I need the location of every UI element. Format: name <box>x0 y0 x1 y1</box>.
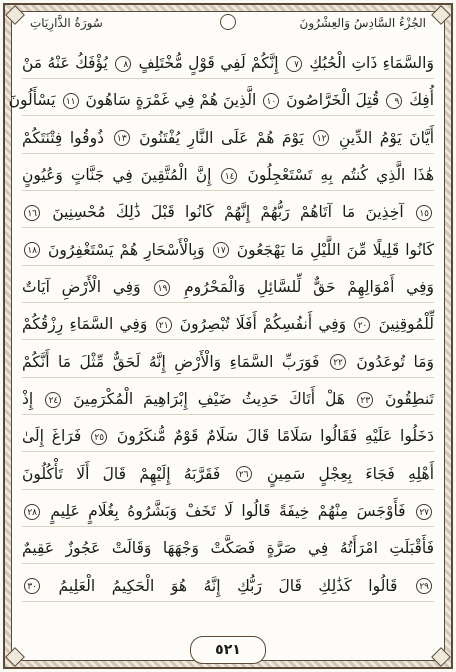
text-line <box>22 459 434 490</box>
ayah-number-marker: ١٢ <box>313 130 329 146</box>
verse-text: هَٰذَا الَّذِي كُنتُم بِهِ تَسْتَعْجِلُونَ <box>247 166 434 185</box>
ayah-number-marker: ٢٧ <box>416 504 432 520</box>
verse-text: وَمَا تُوعَدُونَ <box>356 352 434 371</box>
text-line <box>22 160 434 191</box>
page-number-badge <box>190 636 266 664</box>
verse-text: يَوْمَ هُمْ عَلَى النَّارِ يُفْتَنُونَ <box>139 128 304 147</box>
ayah-number-marker: ٢١ <box>156 317 172 333</box>
verse-text: وَفِي الْأَرْضِ آيَاتٌ <box>22 278 141 297</box>
ayah-number-marker: ٩ <box>386 93 402 109</box>
verse-text: إِنَّكُمْ لَفِي قَوْلٍ مُّخْتَلِفٍ <box>138 54 279 72</box>
verse-text: آخِذِينَ مَا آتَاهُمْ رَبُّهُمْ إِنَّهُمْ كَانُوا قَبْلَ ذَٰلِكَ مُحْسِنِينَ <box>52 203 404 222</box>
verse-text: أَيَّانَ يَوْمُ الدِّينِ <box>338 128 434 147</box>
ayah-number-marker: ١٥ <box>416 205 432 221</box>
quran-text-block <box>8 48 434 602</box>
text-line <box>22 571 434 602</box>
verse-text: أُفِكَ <box>409 91 434 110</box>
ayah-number-marker: ٢٠ <box>354 317 370 333</box>
ayah-number-marker: ١٤ <box>221 168 237 184</box>
text-line <box>22 384 434 415</box>
ayah-number-marker: ٢٣ <box>357 392 373 408</box>
ayah-number-marker: ١١ <box>63 93 79 109</box>
verse-text: قُتِلَ الْخَرَّاصُونَ <box>286 91 380 110</box>
ayah-number-marker: ٢٥ <box>91 429 107 445</box>
ayah-number-marker: ٣٠ <box>24 578 40 594</box>
text-line <box>22 496 434 527</box>
surah-name: سُورَةُ الذَّارِيَاتِ <box>30 16 103 30</box>
ayah-number-marker: ٢٢ <box>330 354 346 370</box>
verse-text: قَالُوا كَذَٰلِكِ قَالَ رَبُّكِ إِنَّهُ هُوَ الْحَكِيمُ الْعَلِيمُ <box>58 576 398 595</box>
verse-text: تَنطِقُونَ <box>385 390 434 409</box>
ayah-number-marker: ١٦ <box>24 205 40 221</box>
text-line <box>22 309 434 340</box>
ayah-number-marker: ٢٦ <box>236 466 252 482</box>
verse-text: فَأَقْبَلَتِ امْرَأَتُهُ فِي صَرَّةٍ فَصَكَّتْ وَجْهَهَا وَقَالَتْ عَجُوزٌ عَقِيمٌ <box>22 539 434 558</box>
verse-text: إِذْ <box>22 390 34 409</box>
header-ornament-icon <box>220 14 236 30</box>
text-line <box>22 272 434 303</box>
verse-text: كَانُوا قَلِيلًا مِّنَ اللَّيْلِ مَا يَهْجَعُونَ <box>236 240 434 259</box>
text-line <box>22 421 434 452</box>
verse-text: وَالسَّمَاءِ ذَاتِ الْحُبُكِ <box>309 54 434 72</box>
verse-text: فَوَرَبِّ السَّمَاءِ وَالْأَرْضِ إِنَّهُ لَحَقٌّ مِّثْلَ مَا أَنَّكُمْ <box>22 352 320 371</box>
verse-text: فَرَاغَ إِلَىٰ <box>22 427 82 446</box>
ayah-number-marker: ٢٩ <box>416 578 432 594</box>
ayah-number-marker: ٧ <box>286 56 302 72</box>
ayah-number-marker: ١٣ <box>114 130 130 146</box>
verse-text: الَّذِينَ هُمْ فِي غَمْرَةٍ سَاهُونَ <box>85 91 257 110</box>
text-line <box>22 48 434 79</box>
text-line <box>22 197 434 228</box>
verse-text: فَأَوْجَسَ مِنْهُمْ خِيفَةً قَالُوا لَا تَخَفْ وَبَشَّرُوهُ بِغُلَامٍ عَلِيمٍ <box>50 502 406 521</box>
verse-text: فَقَرَّبَهُ إِلَيْهِمْ قَالَ أَلَا تَأْكُلُونَ <box>22 464 221 483</box>
verse-text: يَسْأَلُونَ <box>8 91 56 110</box>
verse-text: وَبِالْأَسْحَارِ هُمْ يَسْتَغْفِرُونَ <box>48 240 205 259</box>
verse-text: لِّلْمُوقِنِينَ <box>378 315 434 334</box>
ayah-number-marker: ٢٤ <box>45 392 61 408</box>
ayah-number-marker: ٨ <box>115 56 131 72</box>
ayah-number-marker: ١٨ <box>24 242 40 258</box>
ayah-number-marker: ١٩ <box>154 280 170 296</box>
verse-text: وَفِي أَنفُسِكُمْ أَفَلَا تُبْصِرُونَ <box>179 315 347 334</box>
text-line <box>8 85 434 116</box>
verse-text: هَلْ أَتَاكَ حَدِيثُ ضَيْفِ إِبْرَاهِيمَ الْمُكْرَمِينَ <box>73 390 346 409</box>
verse-text: يُؤْفَكُ عَنْهُ مَنْ <box>22 54 108 72</box>
verse-text: وَفِي السَّمَاءِ رِزْقُكُمْ <box>22 315 148 334</box>
text-line <box>22 533 434 564</box>
ayah-number-marker: ٢٨ <box>24 504 40 520</box>
juz-name: الجُزْءُ السَّادِسُ وَالعِشْرُونَ <box>299 16 426 30</box>
text-line <box>22 235 434 266</box>
verse-text: دَخَلُوا عَلَيْهِ فَقَالُوا سَلَامًا قَالَ سَلَامٌ قَوْمٌ مُّنكَرُونَ <box>116 427 434 446</box>
verse-text: إِنَّ الْمُتَّقِينَ فِي جَنَّاتٍ وَعُيُونٍ <box>22 166 212 185</box>
text-line <box>22 347 434 378</box>
page-number: ٥٢١ <box>215 642 241 658</box>
verse-text: وَفِي أَمْوَالِهِمْ حَقٌّ لِّلسَّائِلِ وَالْمَحْرُومِ <box>184 278 434 297</box>
verse-text: ذُوقُوا فِتْنَتَكُمْ <box>22 128 104 147</box>
ayah-number-marker: ١٧ <box>213 242 229 258</box>
text-line <box>22 123 434 154</box>
ayah-number-marker: ١٠ <box>263 93 279 109</box>
verse-text: أَهْلِهِ فَجَاءَ بِعِجْلٍ سَمِينٍ <box>266 464 434 483</box>
